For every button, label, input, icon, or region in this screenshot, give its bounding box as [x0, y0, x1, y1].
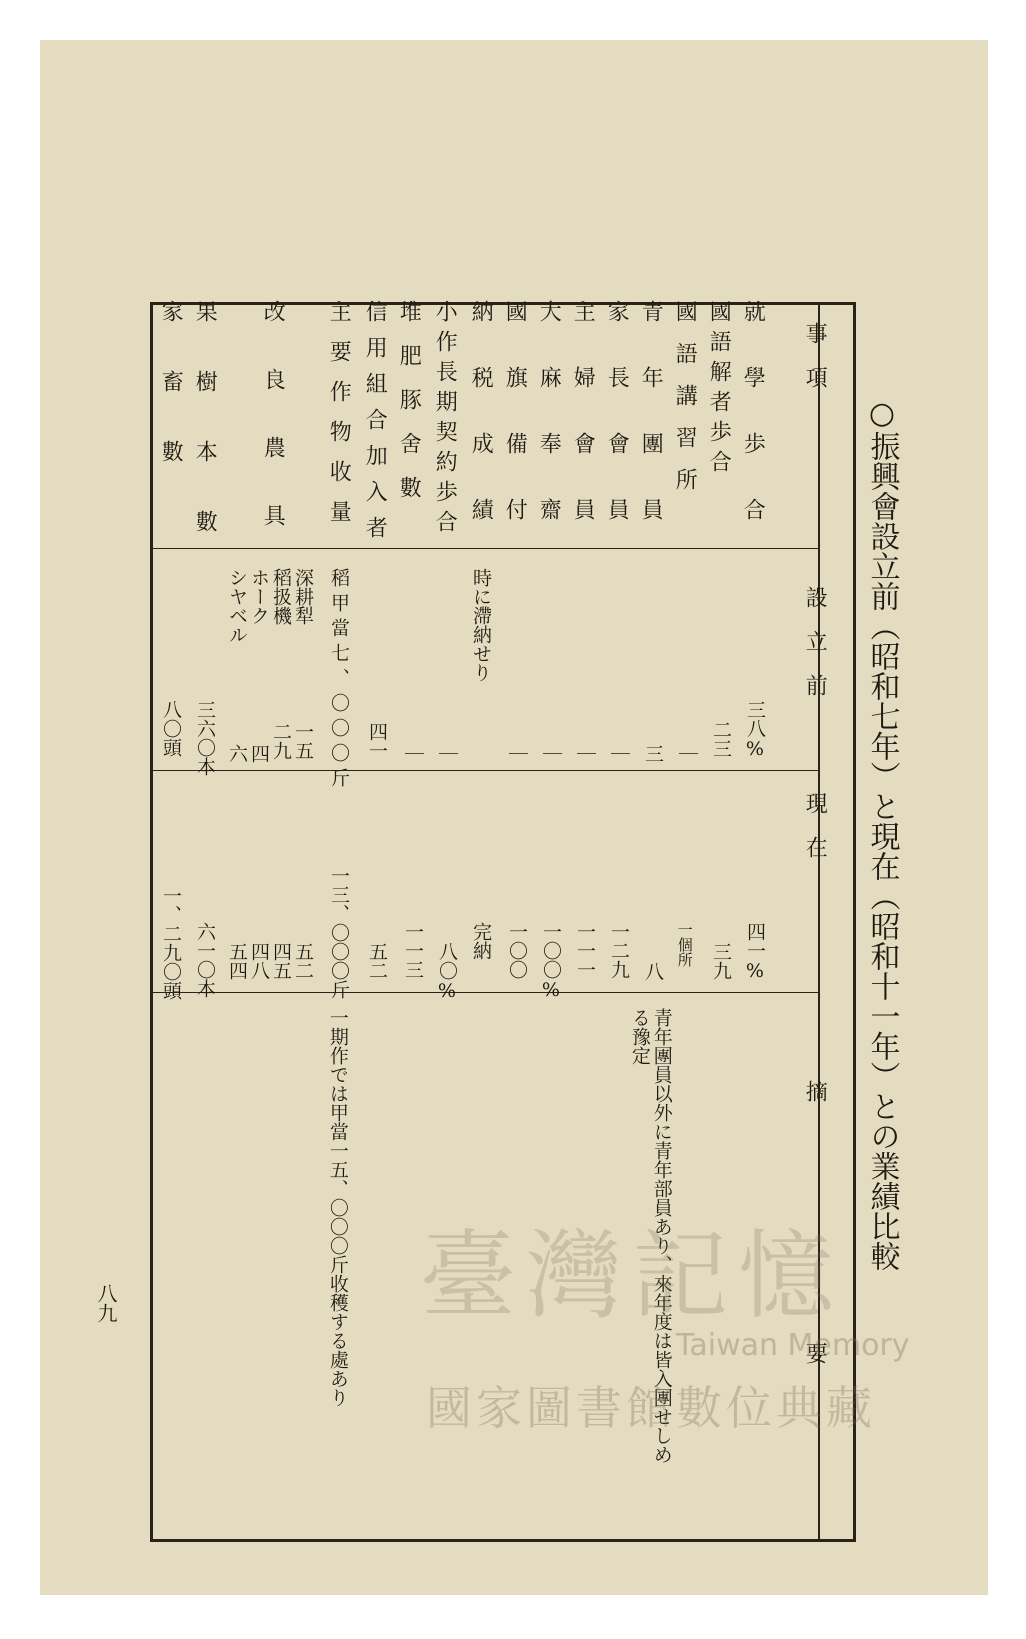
before-value: 六 [225, 744, 248, 763]
before-value: ｜ [607, 744, 630, 763]
row-label: 信用組合加入者 [362, 300, 388, 552]
before-item: 稻扱機 [269, 568, 292, 625]
before-value: ｜ [539, 744, 562, 763]
row-label: 主要作物收量 [326, 300, 352, 540]
row-label: 納税成績 [468, 300, 494, 564]
row-label: 家畜數 [158, 300, 184, 510]
before-value: ｜ [401, 744, 424, 763]
before-value: 三 [641, 744, 664, 763]
before-value: 三八% [743, 700, 766, 760]
row-label: 就學歩合 [740, 300, 766, 564]
row-label: 國語解者歩合 [706, 300, 732, 480]
remark-crop-yield: 一期作では甲當一五、〇〇〇斤收穫する處あり [326, 1008, 349, 1407]
watermark-library: 國家圖書館數位典藏 [426, 1381, 876, 1435]
row-label: 堆肥豚舍數 [396, 300, 422, 520]
before-value: 四一 [365, 722, 388, 760]
before-value: 四 [247, 744, 270, 763]
header-before: 設立前 [802, 586, 828, 718]
before-value: 二三 [709, 720, 732, 758]
now-value: 一一三 [401, 922, 424, 979]
row-label: 改良農具 [260, 300, 286, 572]
header-now: 現在 [802, 792, 828, 880]
now-value: 一〇〇 [505, 922, 528, 979]
remark-youth-members: 青年團員以外に青年部員あり、來年度は皆入團せしめる豫定 [628, 1008, 673, 1464]
row-label: 國旗備付 [502, 300, 528, 564]
page-title: ○振興會設立前（昭和七年）と現在（昭和十一年）との業績比較 [864, 396, 900, 1271]
before-value: ｜ [675, 744, 698, 763]
watermark-english: Taiwan Memory [676, 1328, 910, 1363]
now-value: 三九 [709, 942, 732, 980]
before-item: ホーク [247, 568, 270, 625]
now-value: 完納 [469, 922, 492, 960]
before-value: 二九 [269, 722, 292, 760]
before-value: 時に滯納せり [469, 568, 492, 682]
now-value: 六一〇本 [193, 922, 216, 998]
now-value: 一〇〇% [539, 922, 562, 1001]
row-label: 家長會員 [604, 300, 630, 564]
divider-before-now [150, 770, 820, 771]
row-label: 主婦會員 [570, 300, 596, 564]
row-label: 國語講習所 [672, 300, 698, 510]
row-label: 小作長期契約歩合 [432, 300, 458, 540]
now-value: 四八 [247, 942, 270, 980]
now-value: 八〇% [435, 942, 458, 1002]
now-value: 四五 [269, 942, 292, 980]
page-number: 八九 [94, 1283, 118, 1323]
before-value: ｜ [435, 744, 458, 763]
now-value: 一二九 [607, 922, 630, 979]
now-value: 一三、〇〇〇斤 [327, 866, 350, 999]
before-value: 稻甲當七、〇〇〇斤 [327, 568, 350, 793]
divider-now-remarks [150, 992, 820, 993]
before-item: シヤベル [225, 568, 248, 644]
now-value: 五二 [291, 942, 314, 980]
before-value: 一五 [291, 722, 314, 760]
now-value: 四一% [743, 922, 766, 982]
header-remarks: 摘要 [802, 1080, 828, 1604]
before-value: ｜ [573, 744, 596, 763]
row-label: 青年團員 [638, 300, 664, 564]
header-item: 事項 [802, 322, 828, 410]
before-value: ｜ [505, 744, 528, 763]
before-item: 深耕犁 [291, 568, 314, 625]
before-value: 八〇頭 [159, 700, 182, 757]
before-value: 三六〇本 [193, 700, 216, 776]
now-value: 八 [641, 962, 664, 981]
now-value: 五二 [365, 942, 388, 980]
row-label: 大麻奉齋 [536, 300, 562, 564]
now-value: 一一一 [573, 922, 596, 979]
now-value: 一、二九〇頭 [159, 886, 182, 1000]
row-label: 果樹本數 [192, 300, 218, 580]
now-value: 一個所 [675, 922, 694, 967]
now-value: 五四 [225, 942, 248, 980]
watermark-logo-text: 臺灣記憶 [420, 1220, 844, 1332]
